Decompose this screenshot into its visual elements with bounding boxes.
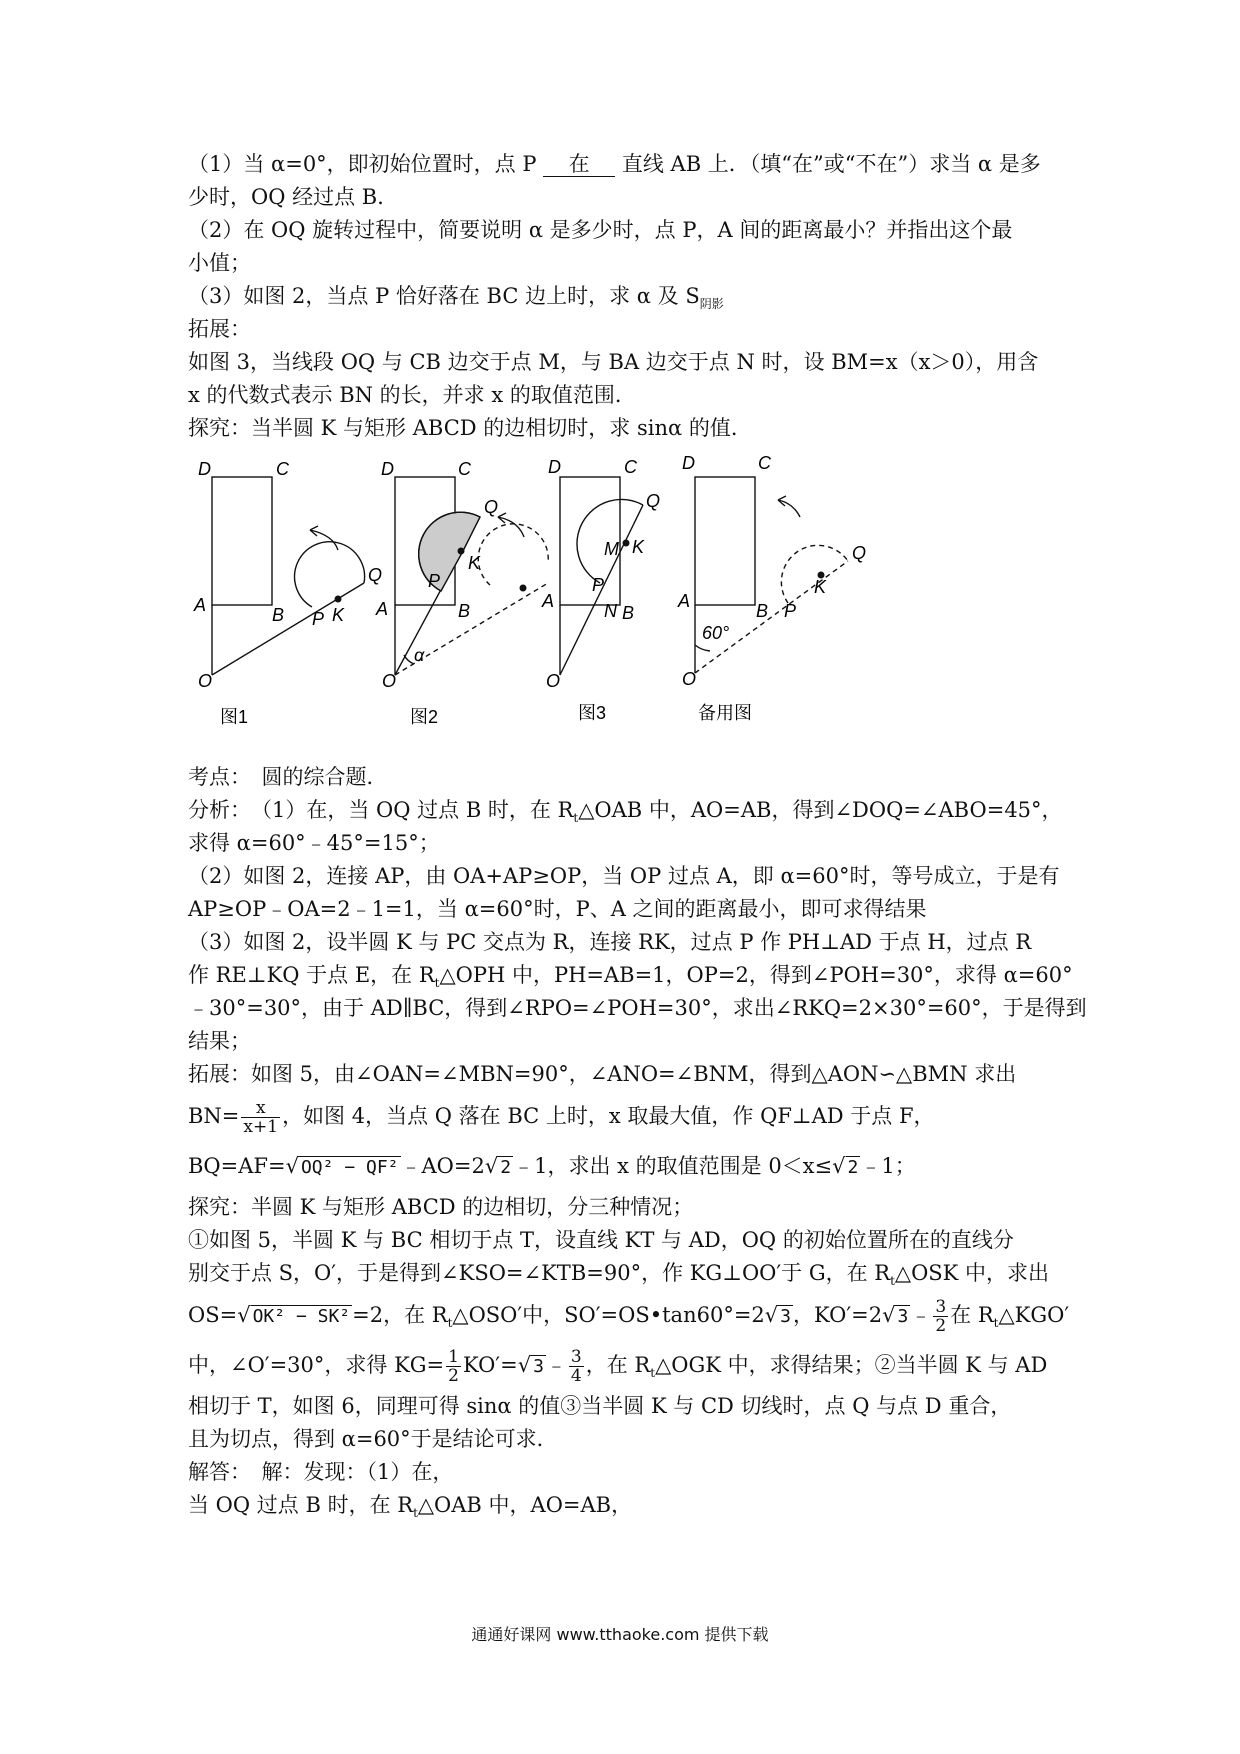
- svg-text:D: D: [198, 459, 211, 479]
- svg-text:P: P: [312, 609, 325, 629]
- svg-text:P: P: [428, 571, 441, 591]
- caption-fig1: 图1: [220, 707, 249, 727]
- svg-text:P: P: [592, 575, 605, 595]
- svg-text:C: C: [624, 457, 637, 477]
- analysis-line-12: 探究：半圆 K 与矩形 ABCD 的边相切，分三种情况；: [188, 1195, 694, 1219]
- geometry-figures: [188, 455, 1058, 755]
- svg-text:C: C: [458, 459, 471, 479]
- question-line-5: （3）如图 2，当点 P 恰好落在 BC 边上时，求 α 及 $S_{阴影}$: [188, 284, 724, 312]
- analysis-line-1: 分析： （1）在，当 OQ 过点 B 时，在 $R_t\triangle OAB$ 中，AO=AB，得到∠DOQ=∠ABO=45°，: [188, 798, 1063, 826]
- svg-text:K: K: [332, 605, 345, 625]
- svg-text:K: K: [632, 537, 645, 557]
- svg-text:C: C: [758, 455, 771, 473]
- question-line-2: 少时，OQ 经过点 B．: [188, 185, 399, 209]
- question-line-8: x 的代数式表示 BN 的长，并求 x 的取值范围．: [188, 383, 636, 407]
- analysis-line-10: BN= $\frac{x}{x+1}$ ，如图 4，当点 Q 落在 BC 上时，x 取最大值，作 QF⊥AD 于点 F，: [188, 1098, 935, 1137]
- analysis-line-13: ①如图 5，半圆 K 与 BC 相切于点 T，设直线 KT 与 AD，OQ 的初始位置所在的直线分: [188, 1228, 1014, 1252]
- svg-text:P: P: [784, 601, 797, 621]
- svg-text:Q: Q: [484, 497, 499, 517]
- svg-text:O: O: [682, 669, 697, 689]
- svg-text:Q: Q: [646, 491, 661, 511]
- analysis-line-7: ﹣30°=30°，由于 AD∥BC，得到∠RPO=∠POH=30°，求出∠RKQ=2×30°=60°，于是得到: [188, 996, 1087, 1020]
- document-page: [188, 148, 1087, 1522]
- angle-60-label: 60°: [702, 623, 730, 643]
- svg-text:D: D: [381, 459, 394, 479]
- analysis-line-18: 且为切点，得到 α=60°于是结论可求．: [188, 1427, 558, 1451]
- analysis-line-5: （3）如图 2，设半圆 K 与 PC 交点为 R，连接 RK，过点 P 作 PH⊥AD 于点 H，过点 R: [188, 930, 1032, 954]
- kaodian-line: 考点： 圆的综合题．: [188, 765, 388, 789]
- svg-text:O: O: [546, 671, 561, 691]
- svg-text:B: B: [756, 601, 769, 621]
- analysis-line-6: 作 RE⊥KQ 于点 E，在 $R_t\triangle OPH$ 中，PH=AB=1，OP=2，得到∠POH=30°，求得 α=60°: [188, 963, 1073, 991]
- svg-text:B: B: [272, 605, 285, 625]
- svg-text:K: K: [468, 553, 481, 573]
- analysis-line-9: 拓展：如图 5，由∠OAN=∠MBN=90°，∠ANO=∠BNM，得到△AON∽△BMN 求出: [188, 1062, 1017, 1086]
- svg-text:M: M: [604, 539, 619, 559]
- question-line-7: 如图 3，当线段 OQ 与 CB 边交于点 M，与 BA 边交于点 N 时，设 BM=x（x＞0），用含: [188, 350, 1039, 374]
- analysis-line-14: 别交于点 S，O′，于是得到∠KSO=∠KTB=90°，作 KG⊥OO′于 G，在 $R_t\triangle OSK$ 中，求出: [188, 1261, 1050, 1289]
- fraction-x-over-x1: $\frac{x}{x+1}$: [243, 1098, 279, 1137]
- svg-text:O: O: [198, 671, 213, 691]
- question-line-9: 探究：当半圆 K 与矩形 ABCD 的边相切时，求 sinα 的值．: [188, 416, 752, 440]
- figures-svg: [188, 455, 1008, 755]
- svg-text:B: B: [458, 601, 471, 621]
- analysis-line-2: 求得 α=60°﹣45°=15°；: [188, 831, 440, 855]
- question-line-6: 拓展：: [188, 317, 251, 341]
- fill-blank: 在: [543, 152, 615, 177]
- analysis-line-17: 相切于 T，如图 6，同理可得 sinα 的值③当半圆 K 与 CD 切线时，点 Q 与点 D 重合，: [188, 1394, 1012, 1418]
- analysis-line-11: BQ=AF=√ OQ² − QF²﹣AO=2√ 2﹣1，求出 x 的取值范围是 0＜x≤√ 2﹣1；: [188, 1154, 916, 1178]
- svg-text:A: A: [376, 599, 389, 619]
- analysis-line-16: 中，∠O′=30°，求得 KG= $\frac{1}{2}$ KO′=√ 3﹣ $\frac{3}{4}$ ，在 $R_t\triangle OGK$ 中，求得结果；②当半圆 K 与 AD: [188, 1347, 1048, 1386]
- angle-alpha-label: α: [414, 645, 425, 665]
- svg-text:N: N: [604, 601, 617, 621]
- analysis-line-8: 结果；: [188, 1029, 251, 1053]
- question-line-3: （2）在 OQ 旋转过程中，简要说明 α 是多少时，点 P，A 间的距离最小？并指出这个最: [188, 218, 1013, 242]
- svg-text:A: A: [194, 595, 207, 615]
- analysis-line-4: AP≥OP﹣OA=2﹣1=1，当 α=60°时，P、A 之间的距离最小，即可求得结果: [188, 897, 927, 921]
- svg-text:D: D: [682, 455, 695, 473]
- svg-text:O: O: [382, 671, 397, 691]
- svg-text:Q: Q: [368, 565, 383, 585]
- analysis-line-3: （2）如图 2，连接 AP，由 OA+AP≥OP，当 OP 过点 A，即 α=60°时，等号成立，于是有: [188, 864, 1060, 888]
- question-line-4: 小值；: [188, 251, 251, 275]
- page-footer: 通通好课网 www.tthaoke.com 提供下载: [471, 1625, 769, 1644]
- svg-text:D: D: [548, 457, 561, 477]
- answer-line-2: 当 OQ 过点 B 时，在 $R_t\triangle OAB$ 中，AO=AB，: [188, 1493, 633, 1521]
- caption-fig2: 图2: [410, 707, 439, 727]
- svg-text:A: A: [542, 591, 555, 611]
- svg-text:C: C: [276, 459, 289, 479]
- answer-line-1: 解答： 解：发现：（1）在，: [188, 1460, 454, 1484]
- svg-text:A: A: [678, 591, 691, 611]
- analysis-line-15: OS=√ OK² − SK²=2，在 $R_t\triangle OSO'$中，SO′=OS•tan60°=2√ 3，KO′=2√ 3﹣ $\frac{3}{2}$ 在 $R_t\triangle KGO'$: [188, 1297, 1070, 1336]
- svg-text:B: B: [622, 603, 635, 623]
- question-line-1: （1）当 α=0°，即初始位置时，点 P 在 直线 AB 上．（填“在”或“不在”）求当 α 是多: [188, 152, 1041, 176]
- svg-text:Q: Q: [852, 543, 867, 563]
- svg-text:K: K: [814, 577, 827, 597]
- caption-fig3: 图3: [578, 703, 607, 723]
- caption-spare: 备用图: [698, 703, 752, 723]
